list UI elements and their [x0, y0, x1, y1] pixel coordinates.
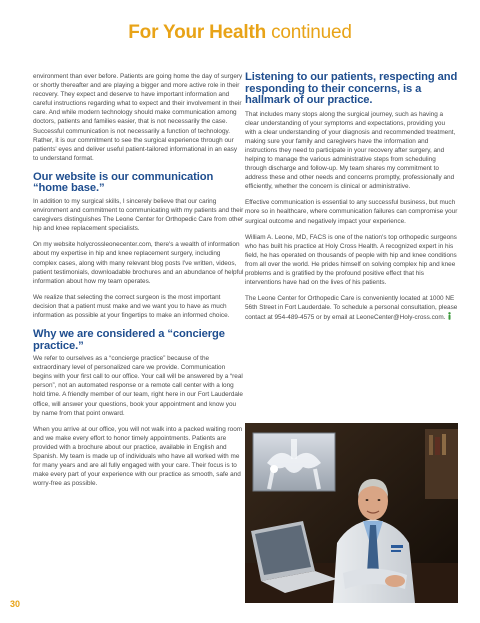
right-paragraph-1: That includes many stops along the surgical journey, such as having a clear understanding of your symptoms and expectations, providing you with a clear understanding of your diagnosis and recommended treatment, making sure your family and caregivers have the information and instructions they need to participate in your recovery after surgery, and helping to manage the various administrative steps from scheduling through discharge and follow-up. My team shares my commitment to address these and other needs and concerns promptly, professionally and efficiently, whether the concern is clinical or administrative. [245, 110, 456, 191]
surgeon-photo [245, 423, 458, 603]
heading-website: Our website is our communication “home base.” [33, 170, 214, 195]
left-paragraph-3: On my website holycrossleonecenter.com, there's a wealth of information about my expertise in hip and knee replacement surgery, including complex cases, along with many relevant blog posts I've written, videos, patient testimonials, downloadable brochures and an abundance of helpful information about how my team operates. [33, 241, 244, 285]
header-continued: continued [271, 22, 352, 43]
left-paragraph-2: In addition to my surgical skills, I sincerely believe that our caring environment and commitment to communicating with my patients and their caregivers distinguishes The Leone Center for Orthopedic Care from other hip and knee replacement specialists. [33, 197, 244, 233]
left-column [33, 72, 244, 495]
page-number: 30 [10, 599, 21, 609]
right-paragraph-4: The Leone Center for Orthopedic Care is conveniently located at 1000 NE 56th Street in Fort Lauderdale. To schedule a personal consultation, please contact at 954-489-4575 or by email at LeoneCenter@Holy-cross.com. [245, 295, 458, 322]
right-paragraph-2: Effective communication is essential to any successful business, but much more so in healthcare, where communication failures can compromise your surgical outcome and negatively impact your experience. [245, 199, 458, 225]
heading-concierge: Why we are considered a “concierge practice.” [33, 328, 225, 352]
surgeon-photo-illustration [245, 423, 458, 603]
left-paragraph-1: environment than ever before. Patients are going home the day of surgery or shortly thereafter and are playing a bigger and more active role in their recovery. They expect and deserve to have important information and careful instructions regarding what to expect and their involvement in their care. And while modern technology should make communication among doctors, patients and families easier, that is not necessarily the case. Successful communication is not necessarily a function of technology. Rather, it is our commitment to see the surgical experience through our patients' eyes and deliver useful patient-tailored informational in an easy to understand format. [33, 73, 243, 162]
heading-listening: Listening to our patients, respecting and responding to their concerns, is a hallmark of our practice. [245, 71, 458, 106]
left-paragraph-4: We realize that selecting the correct surgeon is the most important decision that a patient must make and we want you to have as much information as possible at your fingertips to make an informed choice. [33, 293, 230, 319]
left-paragraph-6: When you arrive at our office, you will not walk into a packed waiting room and we make every effort to honor timely appointments. Patients are provided with a brochure about our practice, available in English and Spanish. My team is made up of individuals who have all worked with me for many years and are all fully engaged with your care. Their focus is to make every part of your experience with our practice as smooth, safe and worry-free as possible. [33, 425, 243, 488]
right-paragraph-4-wrap [245, 294, 458, 322]
left-paragraph-5: We refer to ourselves as a “concierge practice” because of the extraordinary level of personalized care we provide. Communication begins with your first call to our office. Your call will be answered by a “real person”, not an automated response or a remote call center with a long hold time. A friendly member of our team, right here in our Fort Lauderdale office, will answer your questions, book your appointment and know you by name from that point onward. [33, 355, 243, 417]
page-header [0, 22, 480, 44]
right-column [245, 72, 458, 329]
header-title: For Your Health [128, 22, 267, 43]
green-figure-icon [447, 312, 452, 320]
right-paragraph-3: William A. Leone, MD, FACS is one of the nation's top orthopedic surgeons who has built his practice at Holy Cross Health. A recognized expert in his field, he has operated on thousands of people with hip and knee conditions from all over the world. He prides himself on solving complex hip and knee problems and is gratified by the profound positive effect that his interventions have had on the lives of his patients. [245, 233, 457, 287]
